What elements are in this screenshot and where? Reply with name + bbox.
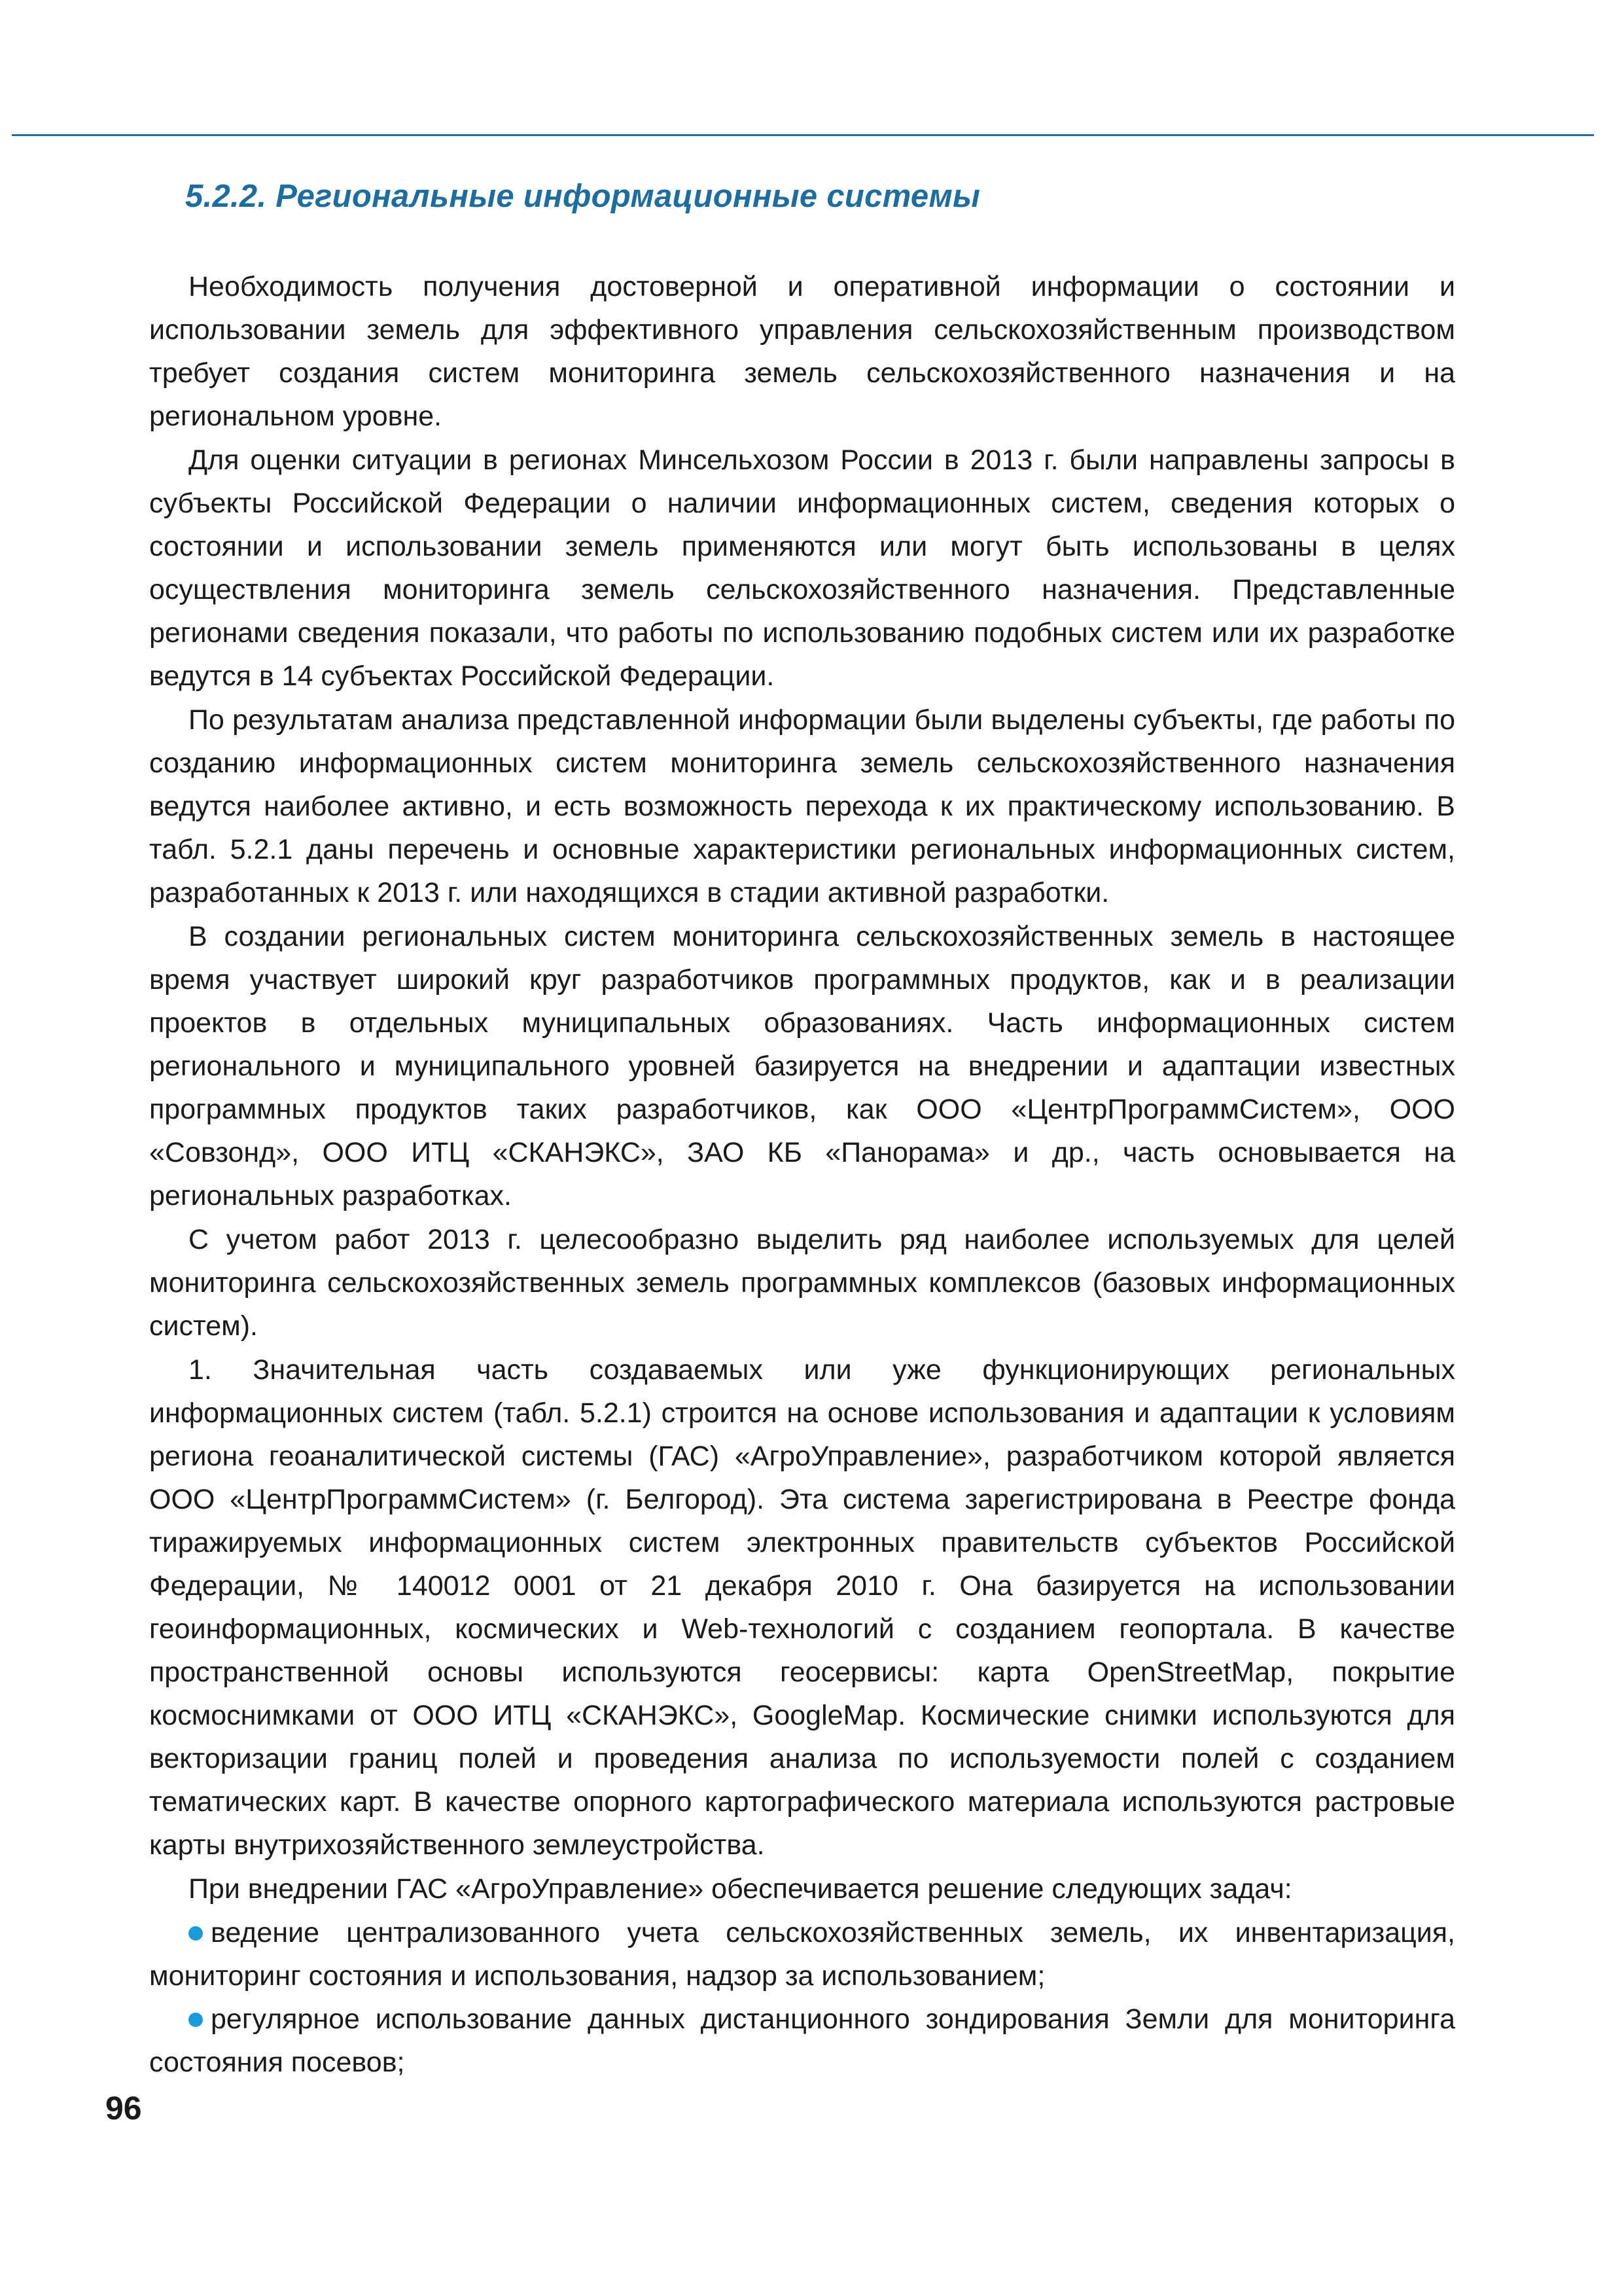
paragraph-6: 1. Значительная часть создаваемых или уже функционирующих региональных информационных систем (табл. 5.2.1) строится на основе использования и адаптации к условиям региона геоаналитической системы (ГАС) «АгроУправление», разработчиком которой является ООО «ЦентрПрограммСистем» (г. Белгород). Эта система зарегистрирована в Реестре фонда тиражируемых информационных систем электронных правительств субъектов Российской Федерации, № 140012 0001 от 21 декабря 2010 г. Она базируется на использовании геоинформационных, космических и Web-технологий с созданием геопортала. В качестве пространственной основы используются геосервисы: карта OpenStreetMap, покрытие космоснимками от ООО ИТЦ «СКАНЭКС», GoogleMap. Космические снимки используются для векторизации границ полей и проведения анализа по используемости полей с созданием тематических карт. В качестве опорного картографического материала используются растровые карты внутрихозяйственного землеустройства.	[149, 1354, 1455, 1861]
paragraph-1: Необходимость получения достоверной и оперативной информации о состоянии и использовании земель для эффективного управления сельскохозяйственным производством требует создания систем мониторинга земель сельскохозяйственного назначения и на региональном уровне.	[149, 271, 1455, 432]
paragraph-4: В создании региональных систем мониторинга сельскохозяйственных земель в настоящее время участвует широкий круг разработчиков программных продуктов, как и в реализации проектов в отдельных муниципальных образованиях. Часть информационных систем регионального и муниципального уровней базируется на внедрении и адаптации известных программных продуктов таких разработчиков, как ООО «ЦентрПрограммСистем», ООО «Совзонд», ООО ИТЦ «СКАНЭКС», ЗАО КБ «Панорама» и др., часть основывается на региональных разработках.	[149, 921, 1455, 1211]
bullet-item-2	[149, 1998, 1455, 2084]
bullet-dot-icon	[188, 1926, 203, 1941]
bullet-text-1: ведение централизованного учета сельскохозяйственных земель, их инвентаризация, мониторинг состояния и использования, надзор за использованием;	[149, 1917, 1455, 1992]
section-heading: 5.2.2. Региональные информационные системы	[185, 179, 981, 214]
bullet-text-2: регулярное использование данных дистанционного зондирования Земли для мониторинга состояния посевов;	[149, 2003, 1455, 2078]
paragraph-2: Для оценки ситуации в регионах Минсельхозом России в 2013 г. были направлены запросы в субъекты Российской Федерации о наличии информационных систем, сведения которых о состоянии и использовании земель применяются или могут быть использованы в целях осуществления мониторинга земель сельскохозяйственного назначения. Представленные регионами сведения показали, что работы по использованию подобных систем или их разработке ведутся в 14 субъектах Российской Федерации.	[149, 444, 1455, 692]
paragraph-7: При внедрении ГАС «АгроУправление» обеспечивается решение следующих задач:	[188, 1873, 1292, 1905]
bullet-item-1	[149, 1911, 1455, 1998]
bullet-dot-icon	[188, 2013, 203, 2027]
header-rule	[12, 134, 1594, 136]
page-number: 96	[105, 2090, 142, 2126]
paragraph-3: По результатам анализа представленной информации были выделены субъекты, где работы по созданию информационных систем мониторинга земель сельскохозяйственного назначения ведутся наиболее активно, и есть возможность перехода к их практическому использованию. В табл. 5.2.1 даны перечень и основные характеристики региональных информационных систем, разработанных к 2013 г. или находящихся в стадии активной разработки.	[149, 704, 1455, 908]
paragraph-5: С учетом работ 2013 г. целесообразно выделить ряд наиболее используемых для целей мониторинга сельскохозяйственных земель программных комплексов (базовых информационных систем).	[149, 1224, 1455, 1342]
body-text	[149, 265, 1455, 2084]
